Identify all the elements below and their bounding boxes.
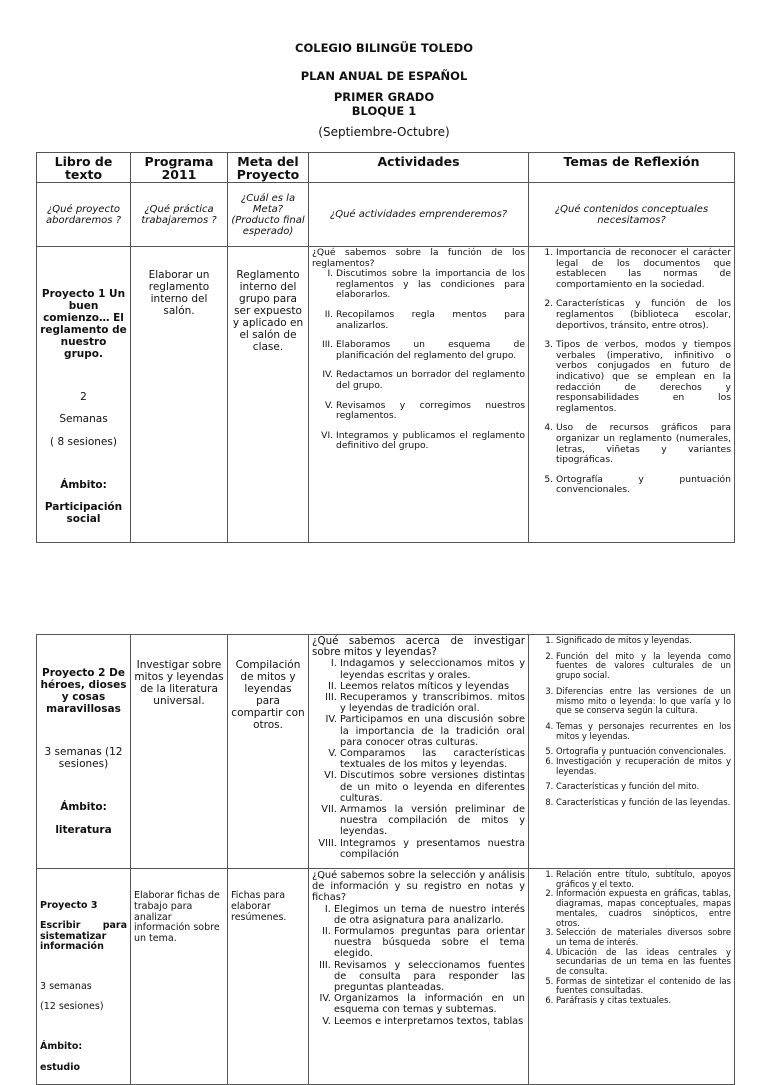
period-label: (Septiembre-Octubre) xyxy=(318,125,450,139)
plan-table-2 xyxy=(36,634,735,1085)
tema-item: 5. Ortografía y puntuación convencionales. xyxy=(556,747,731,757)
tema-item: 6. Paráfrasis y citas textuales. xyxy=(556,996,731,1006)
activity-item: III. Recuperamos y transcribimos. mitos y leyendas de tradición oral. xyxy=(340,692,525,714)
activity-item: IV. Redactamos un borrador del reglamento del grupo. xyxy=(336,370,525,391)
project-1-temas xyxy=(529,247,735,543)
activity-item: VIII. Integramos y presentamos nuestra compilación xyxy=(340,838,525,860)
project-2-sessions: 3 semanas (12 sesiones) xyxy=(44,746,123,771)
project-2-ambito-label: Ámbito: xyxy=(60,801,107,814)
col-header-actividades: Actividades xyxy=(309,153,529,183)
tema-item: 6. Investigación y recuperación de mitos y leyendas. xyxy=(556,757,731,776)
question-libro: ¿Qué proyecto abordaremos ? xyxy=(37,183,131,247)
project-1-ambito-label: Ámbito: xyxy=(60,478,107,491)
project-2-activities-intro: ¿Qué sabemos acerca de investigar sobre mitos y leyendas? xyxy=(312,635,525,659)
project-2-programa: Investigar sobre mitos y leyendas de la literatura universal. xyxy=(131,635,228,869)
activity-item: II. Leemos relatos míticos y leyendas xyxy=(340,681,525,692)
activity-item: IV. Organizamos la información en un esquema con temas y subtemas. xyxy=(334,993,525,1015)
project-3-programa: Elaborar fichas de trabajo para analizar información sobre un tema. xyxy=(131,869,228,1085)
project-3-weeks: 3 semanas xyxy=(40,981,92,993)
activity-item: III. Revisamos y seleccionamos fuentes de consulta para responder las preguntas planteadas. xyxy=(334,960,525,994)
question-actividades: ¿Qué actividades emprenderemos? xyxy=(309,183,529,247)
question-temas: ¿Qué contenidos conceptuales necesitamos? xyxy=(529,183,735,247)
tema-item: 5. Formas de sintetizar el contenido de las fuentes consultadas. xyxy=(556,977,731,996)
activity-item: II. Formulamos preguntas para orientar nuestra búsqueda sobre el tema elegido. xyxy=(334,926,525,960)
project-1-programa: Elaborar un reglamento interno del salón. xyxy=(131,247,228,543)
plan-title: PLAN ANUAL DE ESPAÑOL xyxy=(300,69,468,83)
project-1-activities-intro: ¿Qué sabemos sobre la función de los reglamentos? xyxy=(312,247,525,269)
tema-item: 3. Diferencias entre las versiones de un mismo mito o leyenda: lo que varía y lo que se conserva según la cultura. xyxy=(556,687,731,716)
activity-item: VII. Armamos la versión preliminar de nuestra compilación de mitos y leyendas. xyxy=(340,804,525,838)
activity-item: VI. Discutimos sobre versiones distintas de un mito o leyenda en diferentes culturas. xyxy=(340,770,525,804)
project-2-ambito: literatura xyxy=(55,823,112,836)
project-1-ambito: Participación social xyxy=(44,501,123,525)
tema-item: 2. Función del mito y la leyenda como fuentes de valores culturales de un grupo social. xyxy=(556,652,731,681)
activity-item: I. Elegimos un tema de nuestro interés de otra asignatura para analizarlo. xyxy=(334,904,525,926)
project-2-cell xyxy=(37,635,131,869)
project-1-cell xyxy=(37,247,131,543)
activity-item: II. Recopilamos regla mentos para analizarlos. xyxy=(336,310,525,331)
tema-item: 4. Temas y personajes recurrentes en los mitos y leyendas. xyxy=(556,722,731,741)
tema-item: 3. Selección de materiales diversos sobre un tema de interés. xyxy=(556,928,731,947)
activity-item: V. Leemos e interpretamos textos, tablas xyxy=(334,1016,525,1027)
activity-item: I. Discutimos sobre la importancia de los reglamentos y las condiciones para elaborarlos. xyxy=(336,269,525,301)
tema-item: 2. Características y función de los reglamentos (biblioteca escolar, deportivos, tránsito, entre otros). xyxy=(556,299,731,331)
tema-item: 8. Características y función de las leyendas. xyxy=(556,798,731,808)
project-1-weeks: 2 xyxy=(80,390,87,403)
block-title: BLOQUE 1 xyxy=(351,104,417,118)
question-programa: ¿Qué práctica trabajaremos ? xyxy=(131,183,228,247)
project-3-meta: Fichas para elaborar resúmenes. xyxy=(228,869,309,1085)
project-3-sessions: (12 sesiones) xyxy=(40,1001,104,1013)
col-header-libro: Libro de texto xyxy=(37,153,131,183)
project-3-title: Proyecto 3 xyxy=(40,899,98,911)
col-header-temas: Temas de Reflexión xyxy=(529,153,735,183)
project-3-activities-intro: ¿Qué sabemos sobre la selección y análisis de información y su registro en notas y fichas? xyxy=(312,870,525,904)
school-name: COLEGIO BILINGÜE TOLEDO xyxy=(295,41,473,55)
tema-item: 1. Importancia de reconocer el carácter legal de los documentos que establecen las normas de comportamiento en la sociedad. xyxy=(556,248,731,290)
project-1-sessions: ( 8 sesiones) xyxy=(50,435,117,448)
project-3-cell xyxy=(37,869,131,1085)
project-3-ambito: estudio xyxy=(40,1061,80,1073)
tema-item: 1. Significado de mitos y leyendas. xyxy=(556,636,731,646)
tema-item: 1. Relación entre título, subtítulo, apoyos gráficos y el texto. xyxy=(556,870,731,889)
project-2-title: Proyecto 2 De héroes, dioses y cosas maravillosas xyxy=(40,667,127,716)
project-3-ambito-label: Ámbito: xyxy=(40,1041,83,1053)
activity-item: V. Revisamos y corregimos nuestros reglamentos. xyxy=(336,401,525,422)
plan-table-1 xyxy=(36,152,735,543)
project-1-activities xyxy=(309,247,529,543)
question-meta: ¿Cuál es la Meta? (Producto final esperado) xyxy=(228,183,309,247)
tema-item: 2. Información expuesta en gráficas, tablas, diagramas, mapas conceptuales, mapas mentales, cuadros sinópticos, entre otros. xyxy=(556,889,731,928)
activity-item: VI. Integramos y publicamos el reglamento definitivo del grupo. xyxy=(336,431,525,452)
col-header-meta: Meta del Proyecto xyxy=(228,153,309,183)
project-3-activities xyxy=(309,869,529,1085)
activity-item: IV. Participamos en una discusión sobre la importancia de la tradición oral para conocer otras culturas. xyxy=(340,714,525,748)
col-header-programa: Programa 2011 xyxy=(131,153,228,183)
tema-item: 5. Ortografía y puntuación convencionales. xyxy=(556,475,731,496)
project-2-meta: Compilación de mitos y leyendas para compartir con otros. xyxy=(228,635,309,869)
tema-item: 4. Uso de recursos gráficos para organizar un reglamento (numerales, letras, viñetas y variantes tipográficas. xyxy=(556,423,731,465)
tema-item: 7. Características y función del mito. xyxy=(556,782,731,792)
tema-item: 3. Tipos de verbos, modos y tiempos verbales (imperativo, infinitivo o verbos conjugados en futuro de indicativo) que se emplean en la redacción de derechos y responsabilidades en los reglamentos. xyxy=(556,340,731,414)
activity-item: V. Comparamos las características textuales de los mitos y leyendas. xyxy=(340,748,525,770)
grade-title: PRIMER GRADO xyxy=(333,90,435,104)
project-1-meta: Reglamento interno del grupo para ser expuesto y aplicado en el salón de clase. xyxy=(228,247,309,543)
project-2-temas xyxy=(529,635,735,869)
project-1-title: Proyecto 1 Un buen comienzo… El reglamento de nuestro grupo. xyxy=(40,287,127,360)
activity-item: III. Elaboramos un esquema de planificación del reglamento del grupo. xyxy=(336,340,525,361)
activity-item: I. Indagamos y seleccionamos mitos y leyendas escritas y orales. xyxy=(340,658,525,680)
project-3-subtitle: Escribir para sistematizar información xyxy=(40,919,127,953)
project-1-weeks-unit: Semanas xyxy=(59,413,108,425)
project-2-activities xyxy=(309,635,529,869)
project-3-temas xyxy=(529,869,735,1085)
tema-item: 4. Ubicación de las ideas centrales y secundarias de un tema en las fuentes de consulta. xyxy=(556,948,731,977)
